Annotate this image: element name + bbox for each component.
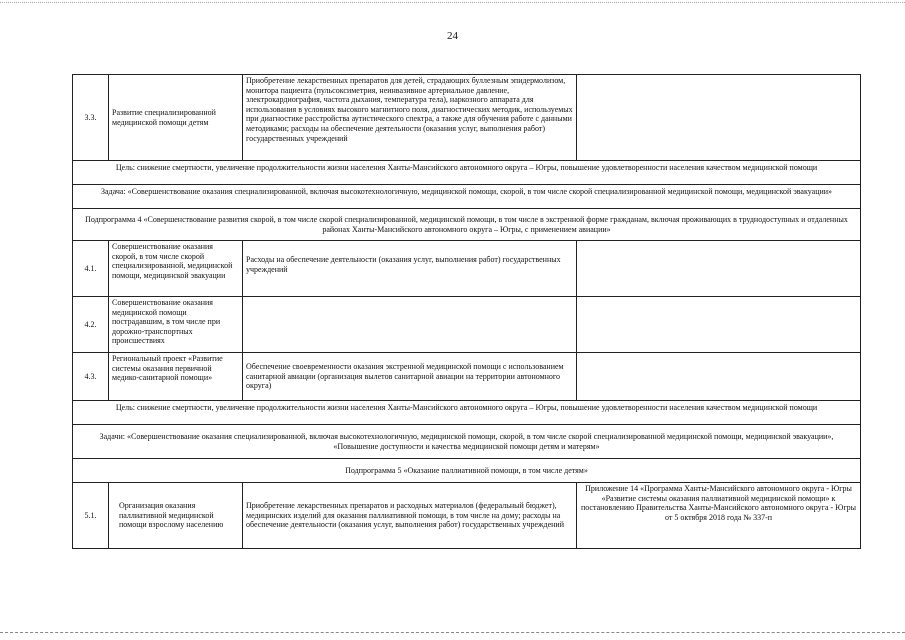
subprogram-row: Подпрограмма 4 «Совершенствование развития скорой, в том числе скорой специализированной, медицинской помощи, в том числе в экстренной форме гражданам, включая проживающих в труднодоступных и отдаленных районах Ханты-Мансийского автономного округа – Югры, с применением авиации» bbox=[73, 209, 861, 241]
measure-document: Приложение 14 «Программа Ханты-Мансийского автономного округа - Югры «Развитие системы оказания паллиативной медицинской помощи» к постановлению Правительства Ханты-Мансийского автономного округа - Югры от 5 октября 2018 года № 337-п bbox=[577, 483, 861, 549]
measure-document bbox=[577, 297, 861, 353]
measure-document bbox=[577, 353, 861, 401]
task-row: Задачи: «Совершенствование оказания специализированной, включая высокотехнологичную, медицинской помощи, скорой, в том числе скорой специализированной медицинской помощи, медицинской эвакуации», «Повышение доступности и качества медицинской помощи детям и матерям» bbox=[73, 425, 861, 459]
task-row: Задача: «Совершенствование оказания специализированной, включая высокотехнологичную, медицинской помощи, скорой, в том числе скорой специализированной медицинской помощи, медицинской эвакуации» bbox=[73, 185, 861, 209]
measure-description: Обеспечение своевременности оказания экстренной медицинской помощи с использованием санитарной авиации (организация вылетов санитарной авиации на территории автономного округа) bbox=[243, 353, 577, 401]
measure-document bbox=[577, 241, 861, 297]
row-number: 4.2. bbox=[73, 297, 109, 353]
table-row bbox=[73, 297, 861, 353]
subprogram-row: Подпрограмма 5 «Оказание паллиативной помощи, в том числе детям» bbox=[73, 459, 861, 483]
table-row bbox=[73, 209, 861, 241]
table-row bbox=[73, 483, 861, 549]
measure-description: Приобретение лекарственных препаратов и расходных материалов (федеральный бюджет), медицинских изделий для оказания паллиативной помощи, в том числе на дому; расходы на обеспечение деятельности (оказания услуг, выполнения работ) государственных учреждений bbox=[243, 483, 577, 549]
table-row bbox=[73, 185, 861, 209]
measure-description: Расходы на обеспечение деятельности (оказания услуг, выполнения работ) государственных учреждений bbox=[243, 241, 577, 297]
row-number: 3.3. bbox=[73, 75, 109, 161]
measures-table bbox=[72, 74, 861, 549]
scan-top-edge bbox=[0, 2, 905, 3]
measure-description: Приобретение лекарственных препаратов для детей, страдающих буллезным эпидермолизом, монитора пациента (пульсоксиметрия, неинвазивное артериальное давление, электрокардиография, частота дыхания, температура тела), наркозного аппарата для использования в условиях высокого магнитного поля, диагностических методик, используемых при диагностике расстройства аутистического спектра, а также для обучения работе с данными методиками; расходы на обеспечение деятельности (оказания услуг, выполнения работ) государственных учреждений bbox=[243, 75, 577, 161]
row-number: 5.1. bbox=[73, 483, 109, 549]
table-row bbox=[73, 161, 861, 185]
table-row bbox=[73, 75, 861, 161]
goal-row: Цель: снижение смертности, увеличение продолжительности жизни населения Ханты-Мансийского автономного округа – Югры, повышение удовлетворенности населения качеством медицинской помощи bbox=[73, 161, 861, 185]
measure-document bbox=[577, 75, 861, 161]
table-row bbox=[73, 401, 861, 425]
measure-description bbox=[243, 297, 577, 353]
table-row bbox=[73, 459, 861, 483]
row-number: 4.1. bbox=[73, 241, 109, 297]
goal-row: Цель: снижение смертности, увеличение продолжительности жизни населения Ханты-Мансийского автономного округа – Югры, повышение удовлетворенности населения качеством медицинской помощи bbox=[73, 401, 861, 425]
measure-name: Совершенствование оказания медицинской помощи пострадавшим, в том числе при дорожно-транспортных происшествиях bbox=[109, 297, 243, 353]
scan-bottom-edge bbox=[0, 632, 905, 633]
measure-name: Развитие специализированной медицинской помощи детям bbox=[109, 75, 243, 161]
measure-name: Организация оказания паллиативной медицинской помощи взрослому населению bbox=[109, 483, 243, 549]
measure-name: Региональный проект «Развитие системы оказания первичной медико-санитарной помощи» bbox=[109, 353, 243, 401]
table-row bbox=[73, 241, 861, 297]
page-number: 24 bbox=[447, 30, 458, 42]
row-number: 4.3. bbox=[73, 353, 109, 401]
table-row bbox=[73, 425, 861, 459]
measure-name: Совершенствование оказания скорой, в том числе скорой специализированной, медицинской помощи, медицинской эвакуации bbox=[109, 241, 243, 297]
table-row bbox=[73, 353, 861, 401]
